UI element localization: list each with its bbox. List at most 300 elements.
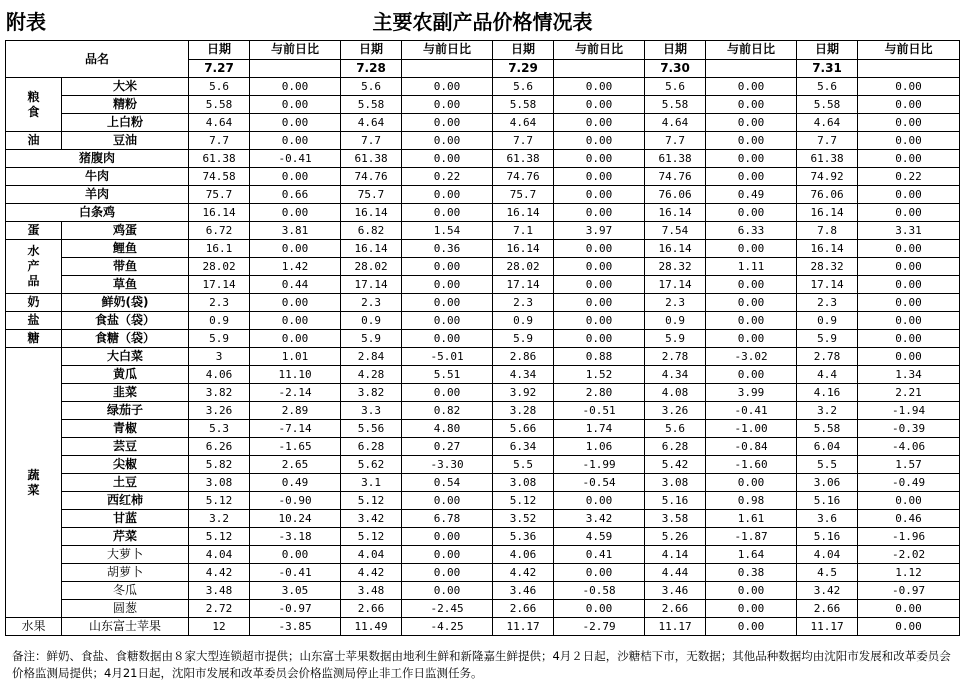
price-value: 74.76 (645, 168, 706, 186)
price-value: 5.12 (493, 492, 554, 510)
price-value: 3.82 (341, 384, 402, 402)
price-value: 5.16 (645, 492, 706, 510)
price-value: 3.92 (493, 384, 554, 402)
change-value: -7.14 (250, 420, 341, 438)
compare-label-header: 与前日比 (402, 41, 493, 60)
price-value: 16.14 (645, 240, 706, 258)
table-row (6, 294, 960, 312)
change-value: 3.81 (250, 222, 341, 240)
price-value: 16.14 (797, 204, 858, 222)
category-cell: 水产品 (6, 240, 62, 294)
price-value: 12 (189, 618, 250, 636)
price-value: 4.34 (493, 366, 554, 384)
price-value: 3.46 (645, 582, 706, 600)
item-name: 上白粉 (62, 114, 189, 132)
price-value: 6.28 (341, 438, 402, 456)
price-value: 6.82 (341, 222, 402, 240)
price-value: 2.66 (493, 600, 554, 618)
item-name: 猪腹肉 (6, 150, 189, 168)
price-value: 2.3 (645, 294, 706, 312)
item-name: 胡萝卜 (62, 564, 189, 582)
item-name: 白条鸡 (6, 204, 189, 222)
price-value: 28.02 (493, 258, 554, 276)
change-value: 0.00 (402, 492, 493, 510)
change-value: 0.00 (554, 78, 645, 96)
change-value: -2.14 (250, 384, 341, 402)
change-value: 0.00 (858, 240, 960, 258)
change-value: -0.58 (554, 582, 645, 600)
change-value: 0.00 (706, 600, 797, 618)
price-value: 0.9 (797, 312, 858, 330)
change-value: 0.88 (554, 348, 645, 366)
compare-label-header: 与前日比 (250, 41, 341, 60)
table-row (6, 222, 960, 240)
item-name: 圆葱 (62, 600, 189, 618)
change-value: 0.00 (554, 114, 645, 132)
change-value: 0.27 (402, 438, 493, 456)
change-value: 0.00 (554, 240, 645, 258)
change-value: 0.82 (402, 402, 493, 420)
price-value: 4.34 (645, 366, 706, 384)
price-value: 2.3 (493, 294, 554, 312)
price-value: 17.14 (645, 276, 706, 294)
change-value: 0.00 (706, 96, 797, 114)
change-value: 0.00 (402, 258, 493, 276)
price-value: 3.52 (493, 510, 554, 528)
price-value: 0.9 (341, 312, 402, 330)
price-value: 4.5 (797, 564, 858, 582)
table-row (6, 564, 960, 582)
change-value: 0.00 (706, 618, 797, 636)
price-value: 11.49 (341, 618, 402, 636)
price-value: 2.3 (797, 294, 858, 312)
price-value: 5.82 (189, 456, 250, 474)
change-value: 0.00 (858, 204, 960, 222)
price-value: 4.64 (341, 114, 402, 132)
price-value: 5.6 (645, 420, 706, 438)
price-value: 3.48 (189, 582, 250, 600)
change-value: 0.00 (858, 96, 960, 114)
price-value: 4.4 (797, 366, 858, 384)
price-value: 6.34 (493, 438, 554, 456)
change-value: 0.00 (402, 78, 493, 96)
price-value: 28.02 (341, 258, 402, 276)
change-value: 3.42 (554, 510, 645, 528)
item-name: 鲜奶(袋) (62, 294, 189, 312)
item-name: 精粉 (62, 96, 189, 114)
table-row (6, 168, 960, 186)
price-value: 3.28 (493, 402, 554, 420)
price-value: 75.7 (341, 186, 402, 204)
change-value: 0.00 (250, 546, 341, 564)
change-value: 3.97 (554, 222, 645, 240)
change-value: 0.00 (250, 168, 341, 186)
price-value: 4.16 (797, 384, 858, 402)
price-value: 3.08 (645, 474, 706, 492)
compare-label-header: 与前日比 (554, 41, 645, 60)
date-label-header: 日期 (189, 41, 250, 60)
date-label-header: 日期 (341, 41, 402, 60)
table-row (6, 528, 960, 546)
change-value: 6.78 (402, 510, 493, 528)
price-value: 5.56 (341, 420, 402, 438)
change-value: 0.38 (706, 564, 797, 582)
item-name: 草鱼 (62, 276, 189, 294)
change-value: 0.00 (554, 204, 645, 222)
change-value: 3.05 (250, 582, 341, 600)
price-value: 5.6 (493, 78, 554, 96)
price-value: 4.44 (645, 564, 706, 582)
change-value: 0.00 (706, 240, 797, 258)
change-value: 0.00 (858, 330, 960, 348)
table-row (6, 240, 960, 258)
price-value: 61.38 (493, 150, 554, 168)
item-name: 羊肉 (6, 186, 189, 204)
change-value: 2.80 (554, 384, 645, 402)
change-value: -0.51 (554, 402, 645, 420)
price-value: 5.58 (797, 96, 858, 114)
item-name: 甘蓝 (62, 510, 189, 528)
change-value: 0.00 (402, 384, 493, 402)
table-row (6, 582, 960, 600)
change-value: 0.00 (250, 132, 341, 150)
change-value: 0.00 (402, 312, 493, 330)
price-value: 16.14 (493, 204, 554, 222)
price-value: 5.16 (797, 492, 858, 510)
price-value: 3.82 (189, 384, 250, 402)
price-value: 6.04 (797, 438, 858, 456)
change-value: 0.22 (402, 168, 493, 186)
price-value: 11.17 (645, 618, 706, 636)
change-value: 0.00 (554, 150, 645, 168)
change-value: 0.41 (554, 546, 645, 564)
price-value: 2.78 (797, 348, 858, 366)
change-value: -0.39 (858, 420, 960, 438)
table-row (6, 438, 960, 456)
item-name: 韭菜 (62, 384, 189, 402)
price-value: 16.14 (341, 240, 402, 258)
change-value: 1.42 (250, 258, 341, 276)
table-row (6, 420, 960, 438)
price-value: 4.64 (645, 114, 706, 132)
price-value: 5.6 (797, 78, 858, 96)
compare-label-header: 与前日比 (858, 41, 960, 60)
item-name: 土豆 (62, 474, 189, 492)
price-value: 5.42 (645, 456, 706, 474)
change-value: 0.00 (402, 582, 493, 600)
change-value: -1.65 (250, 438, 341, 456)
price-value: 5.9 (341, 330, 402, 348)
price-value: 4.64 (797, 114, 858, 132)
price-value: 16.14 (189, 204, 250, 222)
price-value: 3.1 (341, 474, 402, 492)
category-cell: 盐 (6, 312, 62, 330)
change-value: 0.00 (402, 132, 493, 150)
price-value: 4.64 (493, 114, 554, 132)
change-value: 0.00 (706, 204, 797, 222)
table-row (6, 348, 960, 366)
item-name: 绿茄子 (62, 402, 189, 420)
price-value: 3.48 (341, 582, 402, 600)
change-value: -3.30 (402, 456, 493, 474)
change-value: 0.00 (402, 96, 493, 114)
price-value: 75.7 (493, 186, 554, 204)
table-row (6, 546, 960, 564)
price-value: 61.38 (189, 150, 250, 168)
change-value: 0.00 (554, 168, 645, 186)
change-value: -1.87 (706, 528, 797, 546)
change-value: -0.90 (250, 492, 341, 510)
price-value: 5.12 (189, 528, 250, 546)
price-value: 74.92 (797, 168, 858, 186)
change-value: 0.00 (554, 564, 645, 582)
change-value: 0.00 (706, 330, 797, 348)
change-value: 0.00 (858, 600, 960, 618)
change-value: 6.33 (706, 222, 797, 240)
price-value: 3.26 (645, 402, 706, 420)
price-value: 2.66 (797, 600, 858, 618)
category-cell: 蛋 (6, 222, 62, 240)
change-value: -0.97 (858, 582, 960, 600)
price-value: 16.14 (341, 204, 402, 222)
price-value: 4.06 (189, 366, 250, 384)
table-row (6, 150, 960, 168)
item-name: 山东富士苹果 (62, 618, 189, 636)
change-value: 1.11 (706, 258, 797, 276)
date-value: 7.28 (341, 59, 402, 78)
table-row (6, 96, 960, 114)
price-value: 28.32 (797, 258, 858, 276)
price-value: 5.6 (341, 78, 402, 96)
change-value: 0.00 (858, 294, 960, 312)
table-row (6, 114, 960, 132)
price-value: 5.58 (797, 420, 858, 438)
price-value: 7.7 (493, 132, 554, 150)
table-row (6, 366, 960, 384)
compare-empty-cell (402, 59, 493, 78)
change-value: -0.41 (250, 564, 341, 582)
change-value: 0.00 (858, 258, 960, 276)
price-value: 74.76 (493, 168, 554, 186)
change-value: 0.49 (250, 474, 341, 492)
change-value: 0.00 (554, 96, 645, 114)
category-cell: 油 (6, 132, 62, 150)
change-value: 0.00 (706, 78, 797, 96)
table-row (6, 204, 960, 222)
price-value: 17.14 (341, 276, 402, 294)
category-cell: 粮食 (6, 78, 62, 132)
price-value: 6.28 (645, 438, 706, 456)
price-value: 3.3 (341, 402, 402, 420)
change-value: 0.00 (706, 366, 797, 384)
price-value: 61.38 (797, 150, 858, 168)
price-value: 2.3 (189, 294, 250, 312)
table-row (6, 276, 960, 294)
price-value: 3.42 (797, 582, 858, 600)
change-value: 0.00 (858, 132, 960, 150)
change-value: -0.41 (706, 402, 797, 420)
category-cell: 奶 (6, 294, 62, 312)
change-value: 0.00 (858, 348, 960, 366)
change-value: 0.00 (706, 294, 797, 312)
price-value: 5.58 (493, 96, 554, 114)
price-value: 3.2 (189, 510, 250, 528)
change-value: 0.00 (250, 330, 341, 348)
change-value: -2.45 (402, 600, 493, 618)
change-value: 1.61 (706, 510, 797, 528)
change-value: 0.00 (250, 294, 341, 312)
change-value: -1.99 (554, 456, 645, 474)
change-value: 0.22 (858, 168, 960, 186)
change-value: 0.00 (554, 600, 645, 618)
change-value: 0.00 (402, 330, 493, 348)
table-row (6, 456, 960, 474)
change-value: -3.18 (250, 528, 341, 546)
price-value: 28.32 (645, 258, 706, 276)
price-value: 2.72 (189, 600, 250, 618)
change-value: 0.00 (858, 618, 960, 636)
change-value: -0.97 (250, 600, 341, 618)
change-value: 0.00 (858, 312, 960, 330)
price-value: 3.46 (493, 582, 554, 600)
change-value: -1.96 (858, 528, 960, 546)
table-row (6, 492, 960, 510)
change-value: 0.00 (554, 276, 645, 294)
price-value: 5.9 (189, 330, 250, 348)
price-value: 3.6 (797, 510, 858, 528)
category-cell: 糖 (6, 330, 62, 348)
price-value: 5.36 (493, 528, 554, 546)
change-value: 1.06 (554, 438, 645, 456)
table-row (6, 186, 960, 204)
change-value: -0.84 (706, 438, 797, 456)
price-value: 7.7 (797, 132, 858, 150)
price-value: 4.14 (645, 546, 706, 564)
change-value: 0.00 (402, 186, 493, 204)
change-value: 0.00 (858, 78, 960, 96)
item-name: 尖椒 (62, 456, 189, 474)
change-value: -0.49 (858, 474, 960, 492)
change-value: 0.00 (554, 492, 645, 510)
change-value: 0.00 (402, 564, 493, 582)
change-value: 0.36 (402, 240, 493, 258)
change-value: 1.01 (250, 348, 341, 366)
item-name: 大米 (62, 78, 189, 96)
change-value: 0.00 (706, 276, 797, 294)
price-value: 3.2 (797, 402, 858, 420)
price-value: 3.08 (493, 474, 554, 492)
price-value: 4.28 (341, 366, 402, 384)
price-value: 5.26 (645, 528, 706, 546)
table-row (6, 618, 960, 636)
price-value: 5.66 (493, 420, 554, 438)
price-value: 16.14 (645, 204, 706, 222)
price-value: 2.66 (645, 600, 706, 618)
price-value: 5.58 (645, 96, 706, 114)
price-value: 5.6 (189, 78, 250, 96)
change-value: 0.00 (250, 312, 341, 330)
footnote: 备注：鲜奶、食盐、食糖数据由８家大型连锁超市提供；山东富士苹果数据由地利生鲜和新隆嘉生鲜提供；4月２日起，沙糖桔下市，无数据；其他品种数据均由沈阳市发展和改革委员会价格监测局提供；4月21日起，沈阳市发展和改革委员会价格监测局停止非工作日监测任务。 (12, 649, 951, 680)
table-row (6, 132, 960, 150)
price-value: 4.08 (645, 384, 706, 402)
change-value: 2.89 (250, 402, 341, 420)
price-value: 2.3 (341, 294, 402, 312)
price-value: 28.02 (189, 258, 250, 276)
date-label-header: 日期 (645, 41, 706, 60)
price-value: 5.62 (341, 456, 402, 474)
compare-empty-cell (858, 59, 960, 78)
price-value: 17.14 (797, 276, 858, 294)
change-value: -3.85 (250, 618, 341, 636)
price-value: 7.7 (189, 132, 250, 150)
change-value: 0.00 (250, 96, 341, 114)
item-name: 西红柿 (62, 492, 189, 510)
price-value: 5.9 (645, 330, 706, 348)
item-name: 大萝卜 (62, 546, 189, 564)
price-value: 11.17 (493, 618, 554, 636)
change-value: 0.00 (402, 528, 493, 546)
category-cell: 水果 (6, 618, 62, 636)
compare-empty-cell (706, 59, 797, 78)
price-value: 4.64 (189, 114, 250, 132)
date-label-header: 日期 (493, 41, 554, 60)
table-row (6, 312, 960, 330)
change-value: 0.66 (250, 186, 341, 204)
change-value: 0.00 (402, 114, 493, 132)
price-value: 74.76 (341, 168, 402, 186)
price-value: 5.5 (493, 456, 554, 474)
price-value: 0.9 (189, 312, 250, 330)
item-name: 豆油 (62, 132, 189, 150)
item-name: 芹菜 (62, 528, 189, 546)
table-row (6, 474, 960, 492)
item-name: 大白菜 (62, 348, 189, 366)
change-value: 4.59 (554, 528, 645, 546)
change-value: 0.00 (706, 474, 797, 492)
price-value: 5.5 (797, 456, 858, 474)
price-value: 2.66 (341, 600, 402, 618)
price-value: 5.9 (797, 330, 858, 348)
table-row (6, 510, 960, 528)
change-value: 0.00 (402, 294, 493, 312)
table-row (6, 78, 960, 96)
price-value: 5.58 (341, 96, 402, 114)
change-value: 0.00 (250, 240, 341, 258)
change-value: 0.00 (706, 312, 797, 330)
change-value: 0.00 (250, 114, 341, 132)
price-value: 4.42 (493, 564, 554, 582)
date-value: 7.30 (645, 59, 706, 78)
change-value: 0.98 (706, 492, 797, 510)
change-value: 5.51 (402, 366, 493, 384)
appendix-label: 附表 (6, 10, 46, 34)
price-value: 61.38 (645, 150, 706, 168)
change-value: 0.00 (858, 186, 960, 204)
change-value: 0.00 (706, 168, 797, 186)
change-value: 0.44 (250, 276, 341, 294)
change-value: 0.00 (858, 150, 960, 168)
change-value: 1.64 (706, 546, 797, 564)
price-value: 3 (189, 348, 250, 366)
change-value: 0.00 (554, 294, 645, 312)
price-value: 5.6 (645, 78, 706, 96)
change-value: 0.49 (706, 186, 797, 204)
change-value: 1.12 (858, 564, 960, 582)
change-value: 1.57 (858, 456, 960, 474)
price-value: 76.06 (797, 186, 858, 204)
change-value: 0.00 (402, 204, 493, 222)
item-name: 食糖（袋） (62, 330, 189, 348)
